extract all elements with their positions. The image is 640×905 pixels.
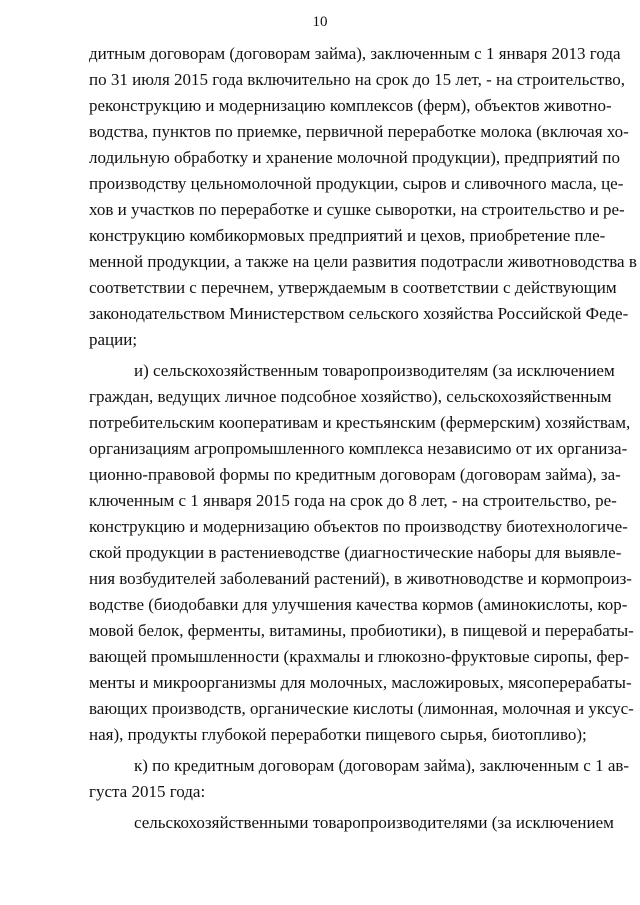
text-line: мовой белок, ферменты, витамины, пробиотики), в пищевой и перерабаты-: [89, 621, 634, 640]
text-line: ключенным с 1 января 2015 года на срок до 8 лет, - на строительство, ре-: [89, 491, 617, 510]
text-line: менной продукции, а также на цели развития подотрасли животноводства в: [89, 252, 637, 271]
text-line: лодильную обработку и хранение молочной продукции), предприятий по: [89, 148, 620, 167]
text-line: менты и микроорганизмы для молочных, масложировых, мясоперерабаты-: [89, 673, 632, 692]
text-line: густа 2015 года:: [89, 782, 206, 801]
text-line: конструкцию комбикормовых предприятий и цехов, приобретение пле-: [89, 226, 606, 245]
text-line: ния возбудителей заболеваний растений), в животноводстве и кормопроиз-: [89, 569, 632, 588]
text-line: вающей промышленности (крахмалы и глюкозно-фруктовые сиропы, фер-: [89, 647, 630, 666]
text-line: законодательством Министерством сельского хозяйства Российской Феде-: [89, 304, 629, 323]
text-line: ской продукции в растениеводстве (диагностические наборы для выявле-: [89, 543, 622, 562]
text-line: ционно-правовой формы по кредитным договорам (договорам займа), за-: [89, 465, 621, 484]
text-line: производству цельномолочной продукции, сыров и сливочного масла, це-: [89, 174, 624, 193]
text-line: ная), продукты глубокой переработки пищевого сырья, биотопливо);: [89, 725, 587, 744]
text-line: потребительским кооперативам и крестьянским (фермерским) хозяйствам,: [89, 413, 631, 432]
text-line: реконструкцию и модернизацию комплексов (ферм), объектов животно-: [89, 96, 612, 115]
text-line: вающих производств, органические кислоты (лимонная, молочная и уксус-: [89, 699, 634, 718]
text-line: водства, пунктов по приемке, первичной переработке молока (включая хо-: [89, 122, 629, 141]
paragraph-first-line: сельскохозяйственными товаропроизводителями (за исключением: [134, 813, 614, 832]
text-line: хов и участков по переработке и сушке сыворотки, на строительство и ре-: [89, 200, 625, 219]
text-line: граждан, ведущих личное подсобное хозяйство), сельскохозяйственным: [89, 387, 612, 406]
text-line: соответствии с перечнем, утверждаемым в соответствии с действующим: [89, 278, 617, 297]
text-line: рации;: [89, 330, 138, 349]
text-line: водстве (биодобавки для улучшения качества кормов (аминокислоты, кор-: [89, 595, 628, 614]
text-line: конструкцию и модернизацию объектов по производству биотехнологиче-: [89, 517, 628, 536]
text-line: по 31 июля 2015 года включительно на срок до 15 лет, - на строительство,: [89, 70, 626, 89]
page-number: 10: [312, 14, 328, 30]
paragraph-first-line: и) сельскохозяйственным товаропроизводителям (за исключением: [134, 361, 615, 380]
text-line: дитным договорам (договорам займа), заключенным с 1 января 2013 года: [89, 44, 621, 63]
text-line: организациям агропромышленного комплекса независимо от их организа-: [89, 439, 628, 458]
paragraph-first-line: к) по кредитным договорам (договорам займа), заключенным с 1 ав-: [134, 756, 630, 775]
